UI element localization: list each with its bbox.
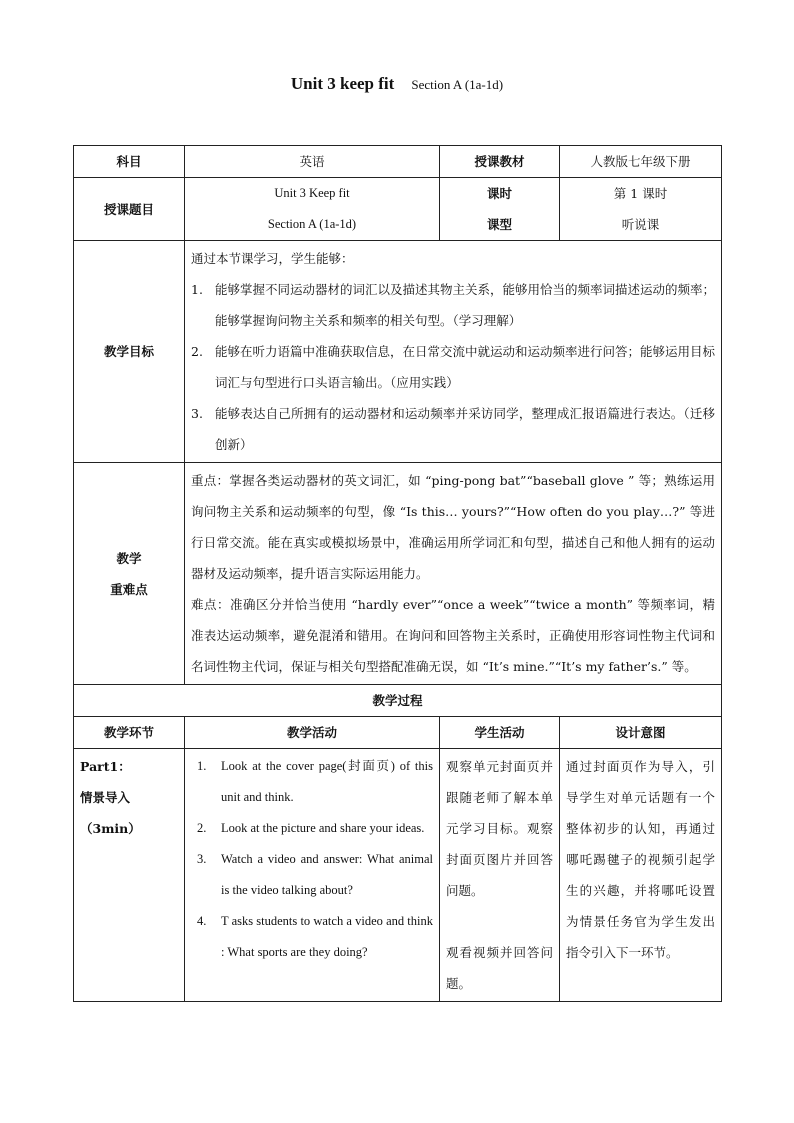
topic-value: [185, 178, 440, 241]
lesson-plan-table: [73, 145, 722, 1002]
column-intent: 设计意图: [560, 717, 722, 749]
material-value: 人教版七年级下册: [560, 146, 722, 178]
objective-item: 1. 能够掌握不同运动器材的词汇以及描述其物主关系，能够用恰当的频率词描述运动的频率；能够掌握询问物主关系和频率的相关句型。（学习理解）: [191, 282, 716, 328]
activity-item: 1. Look at the cover page(封面页) of this unit and think.: [197, 759, 433, 804]
section-subtitle: Section A (1a-1d): [411, 77, 504, 92]
unit-title: Unit 3 keep fit: [290, 74, 395, 93]
activity-item: 4. T asks students to watch a video and think : What sports are they doing?: [197, 914, 433, 959]
objectives-intro: 通过本节课学习，学生能够：: [191, 251, 354, 266]
part1-row: [74, 749, 722, 1002]
type-label: 课型: [486, 217, 512, 232]
topic-row: [74, 178, 722, 241]
activity-item: 3. Watch a video and answer: What animal is the video talking about?: [197, 852, 433, 897]
material-label: 授课教材: [440, 146, 560, 178]
column-student: 学生活动: [440, 717, 560, 749]
part1-intent: [560, 749, 722, 1002]
period-value: 第 1 课时: [613, 186, 668, 201]
key-point-text: 重点：掌握各类运动器材的英文词汇，如 “ping-pong bat”“baseball glove ” 等；熟练运用询问物主关系和运动频率的句型，像 “Is this… yours?”“How often do you play…?” 等进行日常交流。能在真实或模拟场景中，准确运用所学词汇和句型，描述自己和他人拥有的运动器材及运动频率，提升语言实际运用能力。: [191, 473, 715, 581]
objectives-content: [185, 241, 722, 463]
column-stage: 教学环节: [74, 717, 185, 749]
objectives-row: [74, 241, 722, 463]
keypoints-label-line2: 重难点: [110, 581, 148, 597]
keypoints-label: [74, 463, 185, 685]
topic-line-2: Section A (1a-1d): [267, 217, 357, 231]
activity-item: 2. Look at the picture and share your ideas.: [197, 821, 425, 835]
document-title: [0, 74, 794, 94]
keypoints-content: [185, 463, 722, 685]
objectives-label: 教学目标: [74, 241, 185, 463]
period-type-values: [560, 178, 722, 241]
part1-stage-line3: （3min）: [80, 821, 141, 836]
topic-label: 授课题目: [74, 178, 185, 241]
type-value: 听说课: [621, 217, 660, 232]
process-header-row: [74, 685, 722, 717]
subject-label: 科目: [74, 146, 185, 178]
part1-activities: [185, 749, 440, 1002]
difficult-point-text: 难点：准确区分并恰当使用 “hardly ever”“once a week”“twice a month” 等频率词，精准表达运动频率，避免混淆和错用。在询问和回答物主关系时，正确使用形容词性物主代词和名词性物主代词，保证与相关句型搭配准确无误，如 “It’s mine.”“It’s my father’s.” 等。: [191, 597, 715, 674]
part1-stage-line2: 情景导入: [80, 790, 131, 805]
period-label: 课时: [486, 186, 512, 201]
student-activity-b: 观看视频并回答问题。: [446, 945, 553, 991]
keypoints-row: [74, 463, 722, 685]
objective-item: 3. 能够表达自己所拥有的运动器材和运动频率并采访同学，整理成汇报语篇进行表达。（迁移创新）: [191, 406, 715, 452]
subject-value: 英语: [185, 146, 440, 178]
activity-list: [191, 751, 433, 968]
keypoints-label-line1: 教学: [116, 550, 142, 566]
part1-stage-line1: Part1：: [80, 759, 131, 774]
design-intent-text: 通过封面页作为导入，引导学生对单元话题有一个整体初步的认知，再通过哪吒踢毽子的视频引起学生的兴趣，并将哪吒设置为情景任务官为学生发出指令引入下一环节。: [566, 759, 715, 960]
period-type-labels: [440, 178, 560, 241]
process-header: 教学过程: [74, 685, 722, 717]
student-activity-a: 观察单元封面页并跟随老师了解本单元学习目标。观察封面页图片并回答问题。: [446, 759, 553, 898]
part1-stage: [74, 749, 185, 1002]
objective-item: 2. 能够在听力语篇中准确获取信息，在日常交流中就运动和运动频率进行问答；能够运用目标词汇与句型进行口头语言输出。（应用实践）: [191, 344, 716, 390]
column-activity: 教学活动: [185, 717, 440, 749]
objectives-list: [191, 274, 715, 460]
part1-student-activity: [440, 749, 560, 1002]
process-columns-row: [74, 717, 722, 749]
topic-line-1: Unit 3 Keep fit: [274, 186, 350, 200]
subject-row: [74, 146, 722, 178]
